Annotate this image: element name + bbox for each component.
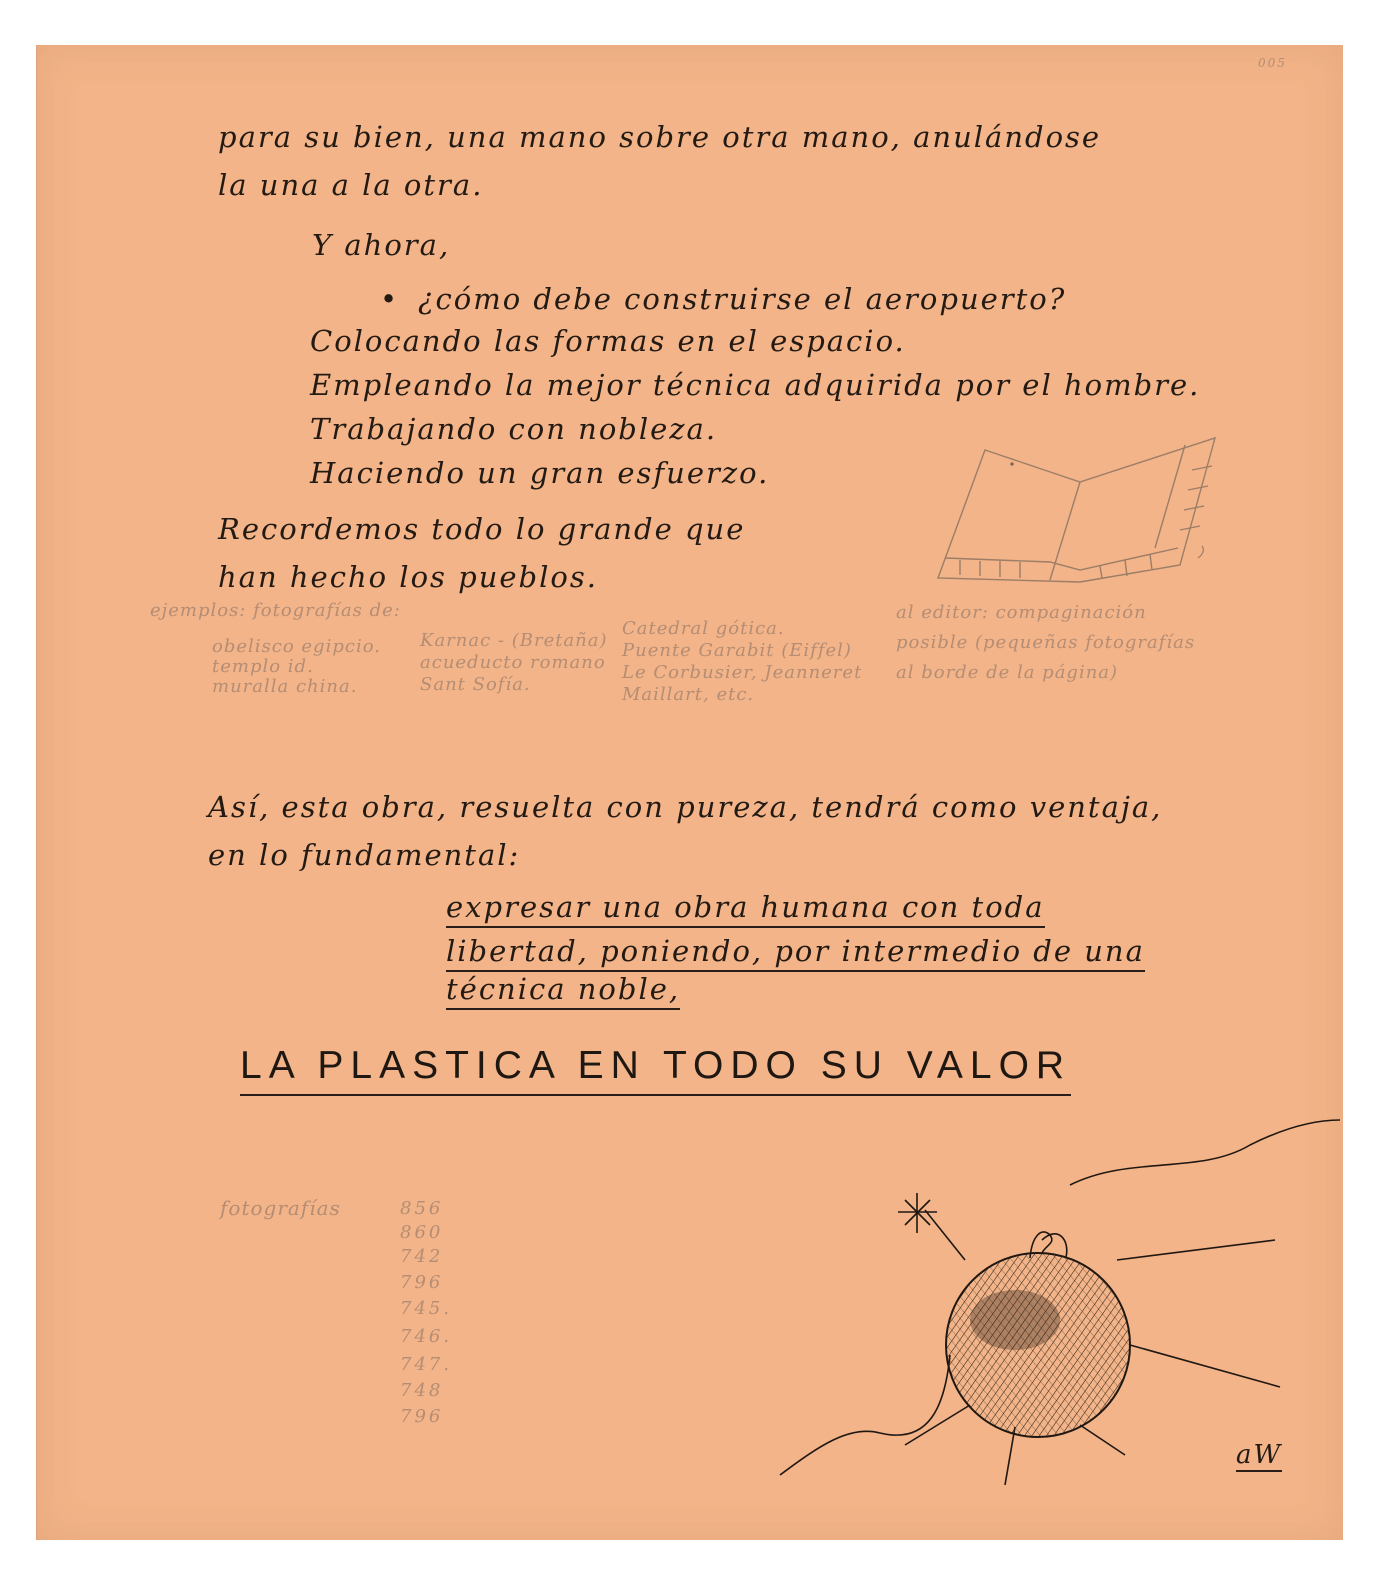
underlined-line-1: expresar una obra humana con toda [446, 890, 1045, 928]
pencil-editor-line-2: posible (pequeñas fotografías [896, 632, 1196, 653]
photo-number: 746. [400, 1326, 453, 1347]
headline: LA PLASTICA EN TODO SU VALOR [240, 1044, 1071, 1096]
y-ahora: Y ahora, [312, 228, 451, 262]
open-book-sketch [930, 430, 1220, 590]
pencil-col3-item-1: Catedral gótica. [622, 618, 785, 639]
answer-3: Trabajando con nobleza. [310, 412, 718, 446]
photo-number: 860 [400, 1222, 444, 1243]
signature: aW [1236, 1440, 1283, 1470]
pencil-col3-item-4: Maillart, etc. [622, 684, 755, 705]
pencil-col1-item-2: templo id. [212, 656, 314, 677]
pencil-col1-item-1: obelisco egipcio. [212, 636, 381, 657]
photo-number: 742 [400, 1246, 444, 1267]
answer-1: Colocando las formas en el espacio. [310, 324, 906, 358]
photo-number: 748 [400, 1380, 444, 1401]
paragraph-1-line-2: la una a la otra. [218, 168, 484, 202]
pencil-col1-item-3: muralla china. [212, 676, 358, 697]
photo-number: 796 [400, 1406, 444, 1427]
photo-number: 796 [400, 1272, 444, 1293]
underlined-line-2: libertad, poniendo, por intermedio de una [446, 934, 1145, 972]
answer-4: Haciendo un gran esfuerzo. [310, 456, 770, 490]
paragraph-3-line-2: en lo fundamental: [208, 838, 521, 872]
photo-number: 747. [400, 1354, 453, 1375]
pencil-col3-item-2: Puente Garabit (Eiffel) [622, 640, 852, 661]
pencil-editor-line-1: al editor: compaginación [896, 602, 1147, 623]
pencil-col2-item-3: Sant Sofía. [420, 674, 531, 695]
underlined-line-3: técnica noble, [446, 972, 680, 1010]
pencil-note-heading: ejemplos: fotografías de: [150, 600, 401, 621]
answer-2: Empleando la mejor técnica adquirida por el hombre. [310, 368, 1201, 402]
paragraph-1-line-1: para su bien, una mano sobre otra mano, anulándose [218, 120, 1102, 154]
pencil-col2-item-2: acueducto romano [420, 652, 606, 673]
paragraph-2-line-2: han hecho los pueblos. [218, 560, 598, 594]
question-text: ¿cómo debe construirse el aeropuerto? [418, 282, 1067, 316]
paragraph-3-line-1: Así, esta obra, resuelta con pureza, tendrá como ventaja, [208, 790, 1163, 824]
pencil-editor-line-3: al borde de la página) [896, 662, 1119, 683]
photo-number: 856 [400, 1198, 444, 1219]
pencil-col3-item-3: Le Corbusier, Jeanneret [622, 662, 863, 683]
paragraph-2-line-1: Recordemos todo lo grande que [218, 512, 746, 546]
question-bullet: • [380, 282, 400, 316]
page-number: 005 [1258, 56, 1287, 70]
pencil-col2-item-1: Karnac - (Bretaña) [420, 630, 608, 651]
photo-number: 745. [400, 1298, 453, 1319]
photos-label: fotografías [220, 1196, 341, 1220]
